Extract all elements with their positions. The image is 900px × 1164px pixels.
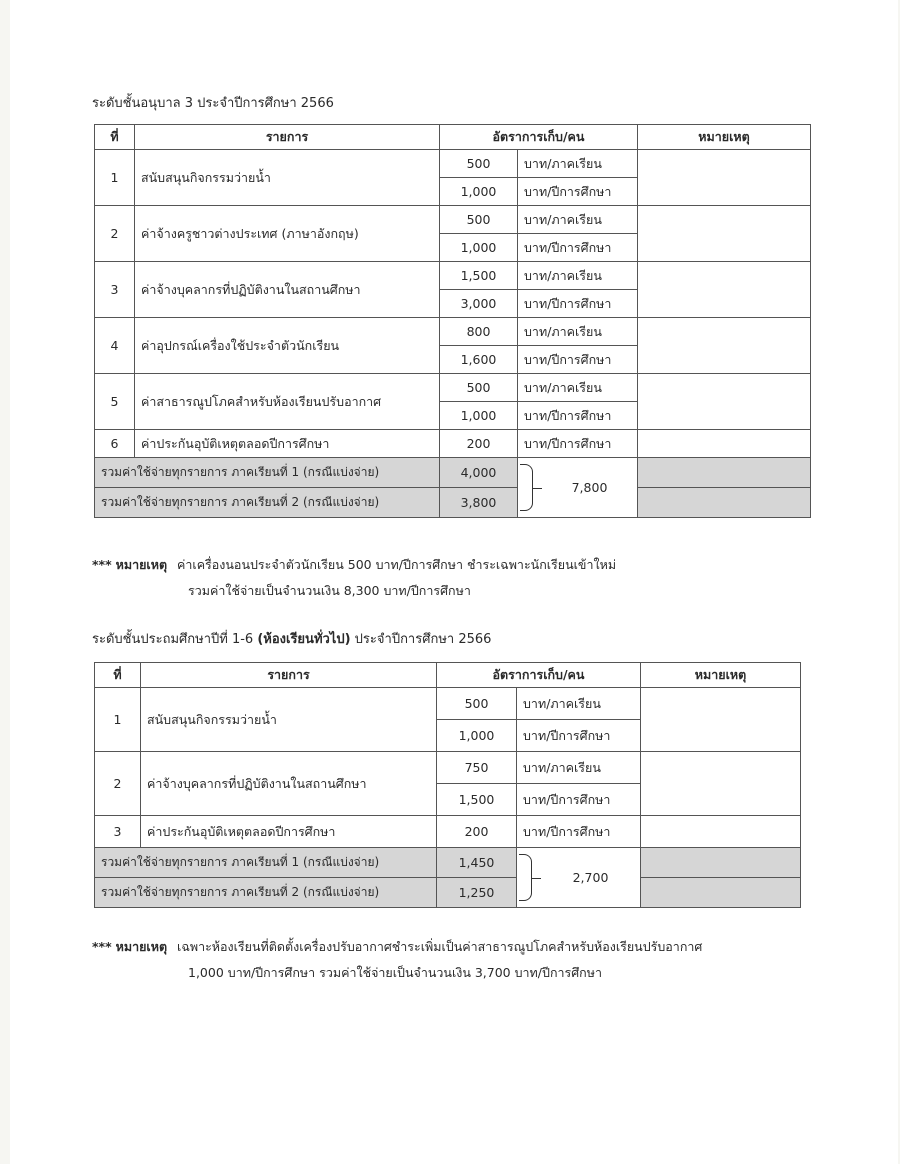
total-amount: 1,450: [437, 848, 517, 878]
row-amount: 500: [440, 374, 518, 402]
row-item: สนับสนุนกิจกรรมว่ายน้ำ: [135, 150, 440, 206]
row-amount: 1,000: [440, 234, 518, 262]
row-unit: บาท/ปีการศึกษา: [518, 346, 638, 374]
row-remark: [641, 688, 801, 752]
col-header-no: ที่: [95, 125, 135, 150]
row-remark: [638, 206, 811, 262]
section2-heading-pre: ระดับชั้นประถมศึกษาปีที่ 1-6: [92, 632, 258, 647]
row-number: 4: [95, 318, 135, 374]
row-unit: บาท/ปีการศึกษา: [518, 402, 638, 430]
total-label: รวมค่าใช้จ่ายทุกรายการ ภาคเรียนที่ 1 (กรณีแบ่งจ่าย): [95, 848, 437, 878]
row-amount: 1,000: [437, 720, 517, 752]
row-item: ค่าจ้างครูชาวต่างประเทศ (ภาษาอังกฤษ): [135, 206, 440, 262]
total-remark: [641, 848, 801, 878]
row-unit: บาท/ปีการศึกษา: [518, 178, 638, 206]
fee-row: [95, 206, 811, 234]
section1-fee-table: [94, 124, 811, 518]
row-remark: [638, 430, 811, 458]
total-label: รวมค่าใช้จ่ายทุกรายการ ภาคเรียนที่ 2 (กรณีแบ่งจ่าย): [95, 488, 440, 518]
row-unit: บาท/ภาคเรียน: [518, 150, 638, 178]
fee-row: [95, 318, 811, 346]
note-line1: ค่าเครื่องนอนประจำตัวนักเรียน 500 บาท/ปีการศึกษา ชำระเฉพาะนักเรียนเข้าใหม่: [177, 557, 617, 572]
note-label: หมายเหตุ: [115, 939, 168, 954]
fee-row: [95, 752, 801, 784]
note-mark: ***: [92, 557, 112, 572]
col-header-remark: หมายเหตุ: [641, 663, 801, 688]
row-amount: 1,000: [440, 178, 518, 206]
section2-heading-post: ประจำปีการศึกษา 2566: [350, 632, 492, 647]
row-unit: บาท/ภาคเรียน: [517, 688, 641, 720]
fee-row: [95, 374, 811, 402]
row-amount: 200: [437, 816, 517, 848]
fee-row: [95, 430, 811, 458]
row-unit: บาท/ภาคเรียน: [517, 752, 641, 784]
section2-heading: [92, 628, 491, 649]
row-amount: 1,600: [440, 346, 518, 374]
row-item: ค่าจ้างบุคลากรที่ปฏิบัติงานในสถานศึกษา: [141, 752, 437, 816]
grand-total-cell: [517, 848, 641, 908]
total-row: [95, 488, 811, 518]
row-item: สนับสนุนกิจกรรมว่ายน้ำ: [141, 688, 437, 752]
col-header-no: ที่: [95, 663, 141, 688]
fee-row: [95, 150, 811, 178]
total-amount: 1,250: [437, 878, 517, 908]
col-header-item: รายการ: [141, 663, 437, 688]
row-number: 3: [95, 816, 141, 848]
row-unit: บาท/ปีการศึกษา: [518, 430, 638, 458]
row-number: 2: [95, 206, 135, 262]
row-remark: [638, 374, 811, 430]
row-item: ค่าสาธารณูปโภคสำหรับห้องเรียนปรับอากาศ: [135, 374, 440, 430]
row-amount: 1,500: [437, 784, 517, 816]
fee-row: [95, 688, 801, 720]
row-number: 5: [95, 374, 135, 430]
row-amount: 1,500: [440, 262, 518, 290]
section1-note-line2: รวมค่าใช้จ่ายเป็นจำนวนเงิน 8,300 บาท/ปีการศึกษา: [188, 583, 471, 598]
row-amount: 500: [440, 150, 518, 178]
col-header-remark: หมายเหตุ: [638, 125, 811, 150]
total-amount: 3,800: [440, 488, 518, 518]
section2-fee-table: [94, 662, 801, 908]
row-item: ค่าประกันอุบัติเหตุตลอดปีการศึกษา: [135, 430, 440, 458]
total-label: รวมค่าใช้จ่ายทุกรายการ ภาคเรียนที่ 2 (กรณีแบ่งจ่าย): [95, 878, 437, 908]
row-amount: 800: [440, 318, 518, 346]
row-unit: บาท/ปีการศึกษา: [517, 720, 641, 752]
note-mark: ***: [92, 939, 112, 954]
grand-total-cell: [518, 458, 638, 518]
row-number: 2: [95, 752, 141, 816]
row-amount: 1,000: [440, 402, 518, 430]
row-number: 3: [95, 262, 135, 318]
col-header-item: รายการ: [135, 125, 440, 150]
row-remark: [641, 752, 801, 816]
row-number: 1: [95, 688, 141, 752]
row-item: ค่าอุปกรณ์เครื่องใช้ประจำตัวนักเรียน: [135, 318, 440, 374]
row-remark: [638, 150, 811, 206]
row-number: 6: [95, 430, 135, 458]
row-remark: [641, 816, 801, 848]
col-header-rate: อัตราการเก็บ/คน: [437, 663, 641, 688]
row-amount: 200: [440, 430, 518, 458]
total-row: [95, 458, 811, 488]
total-remark: [641, 878, 801, 908]
grand-total: 2,700: [572, 869, 609, 885]
total-row: [95, 878, 801, 908]
row-amount: 500: [440, 206, 518, 234]
note-line1: เฉพาะห้องเรียนที่ติดตั้งเครื่องปรับอากาศชำระเพิ่มเป็นค่าสาธารณูปโภคสำหรับห้องเรียนปรับอากาศ: [177, 939, 703, 954]
section2-note: [92, 937, 702, 957]
row-amount: 750: [437, 752, 517, 784]
section2-note-line2: 1,000 บาท/ปีการศึกษา รวมค่าใช้จ่ายเป็นจำนวนเงิน 3,700 บาท/ปีการศึกษา: [188, 965, 603, 980]
fee-row: [95, 816, 801, 848]
row-amount: 500: [437, 688, 517, 720]
row-unit: บาท/ปีการศึกษา: [518, 290, 638, 318]
grand-total: 7,800: [571, 479, 608, 495]
row-unit: บาท/ปีการศึกษา: [517, 784, 641, 816]
row-unit: บาท/ปีการศึกษา: [517, 816, 641, 848]
total-remark: [638, 458, 811, 488]
section1-heading: ระดับชั้นอนุบาล 3 ประจำปีการศึกษา 2566: [92, 96, 334, 111]
section2-heading-bold: (ห้องเรียนทั่วไป): [257, 632, 351, 647]
row-unit: บาท/ภาคเรียน: [518, 374, 638, 402]
row-unit: บาท/ปีการศึกษา: [518, 234, 638, 262]
row-remark: [638, 262, 811, 318]
section1-note: [92, 555, 616, 575]
row-item: ค่าจ้างบุคลากรที่ปฏิบัติงานในสถานศึกษา: [135, 262, 440, 318]
total-row: [95, 848, 801, 878]
row-remark: [638, 318, 811, 374]
row-amount: 3,000: [440, 290, 518, 318]
total-remark: [638, 488, 811, 518]
total-amount: 4,000: [440, 458, 518, 488]
row-unit: บาท/ภาคเรียน: [518, 318, 638, 346]
note-label: หมายเหตุ: [115, 557, 168, 572]
row-unit: บาท/ภาคเรียน: [518, 206, 638, 234]
total-label: รวมค่าใช้จ่ายทุกรายการ ภาคเรียนที่ 1 (กรณีแบ่งจ่าย): [95, 458, 440, 488]
row-item: ค่าประกันอุบัติเหตุตลอดปีการศึกษา: [141, 816, 437, 848]
document-page: [10, 0, 898, 1164]
row-number: 1: [95, 150, 135, 206]
fee-row: [95, 262, 811, 290]
col-header-rate: อัตราการเก็บ/คน: [440, 125, 638, 150]
row-unit: บาท/ภาคเรียน: [518, 262, 638, 290]
